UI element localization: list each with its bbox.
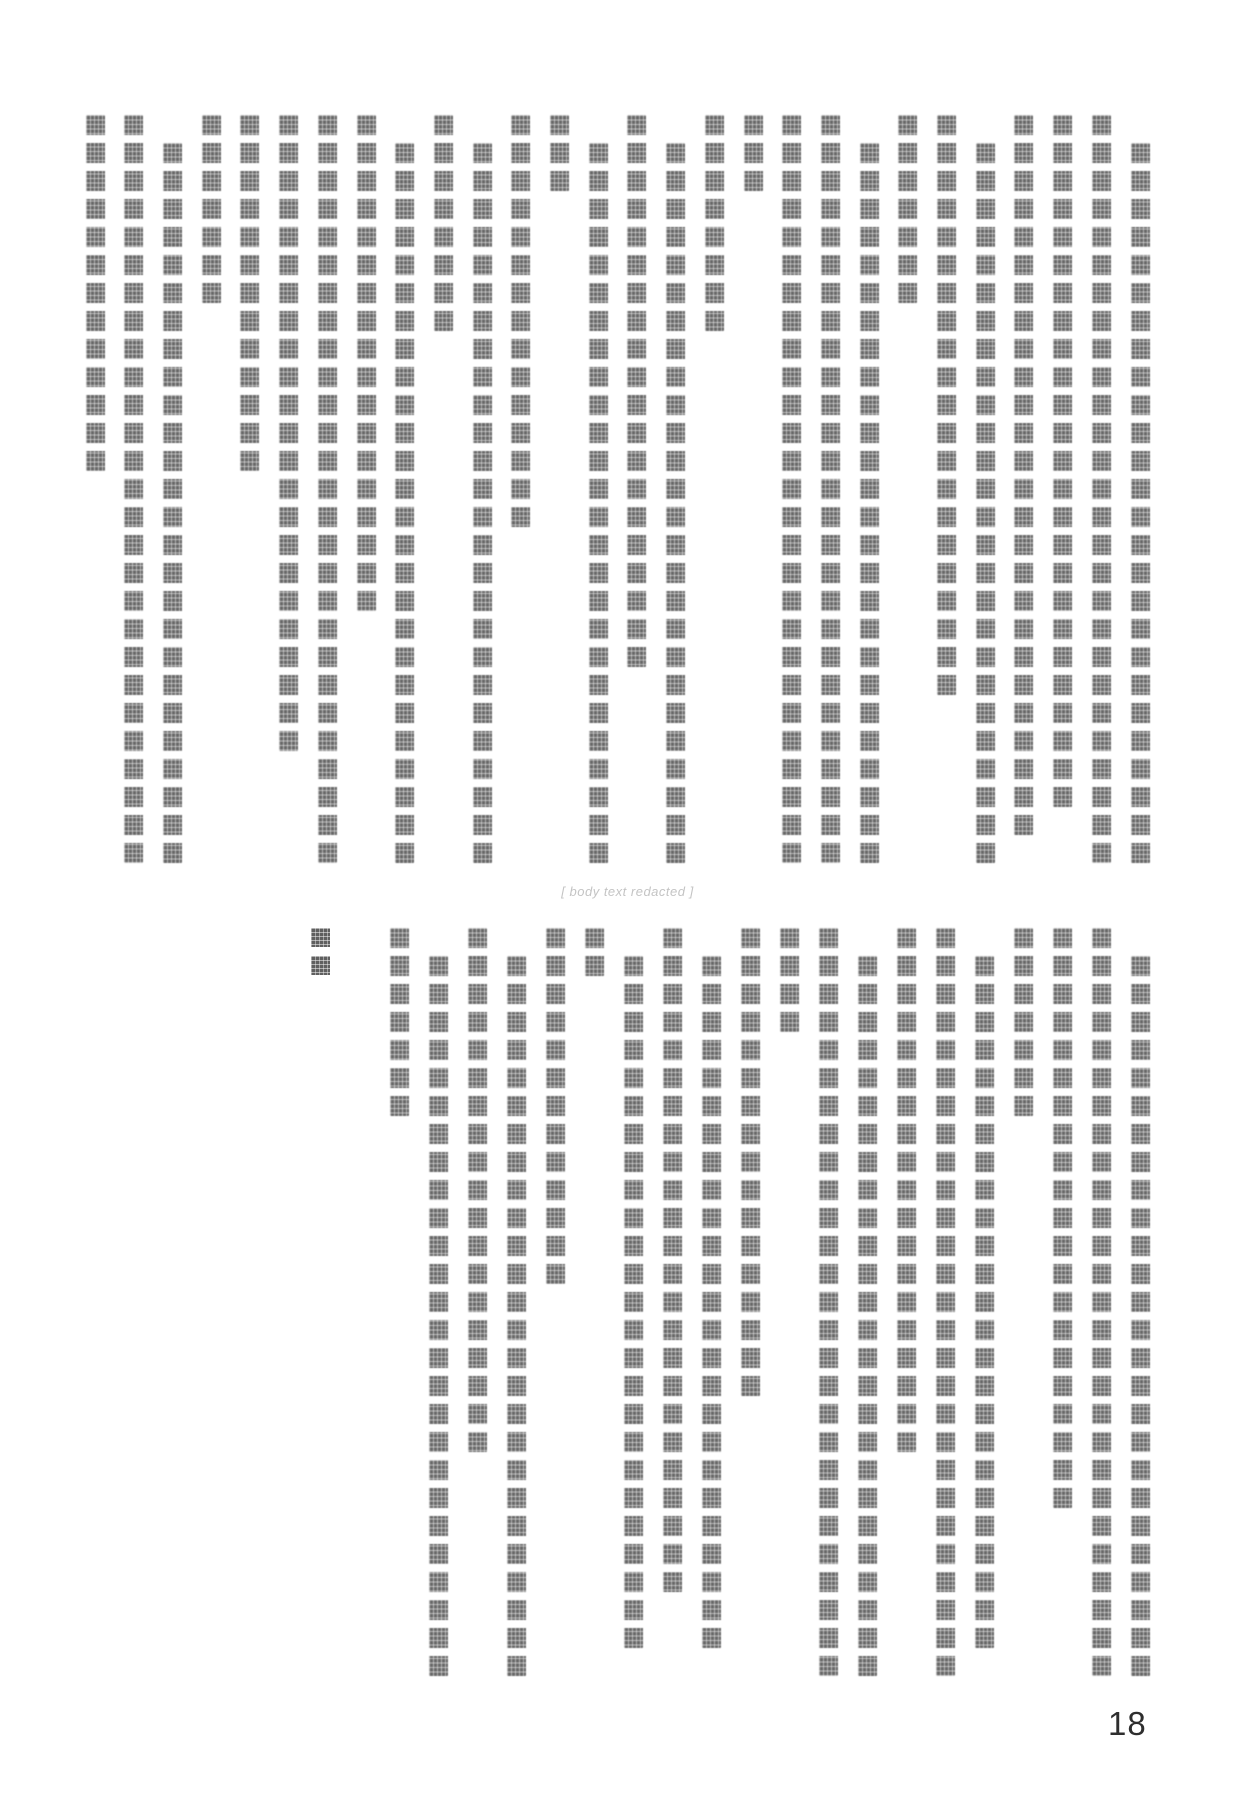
redacted-text-column (1053, 928, 1072, 1508)
redacted-text-column (937, 115, 956, 695)
redacted-text-column (1131, 956, 1150, 1676)
section-end-label (311, 928, 330, 984)
redacted-text-column (507, 956, 526, 1676)
redacted-text-column (663, 928, 682, 1592)
redacted-text-column (860, 143, 879, 863)
redacted-text-column (858, 956, 877, 1676)
redacted-text-column (976, 143, 995, 863)
text-block-bottom (0, 928, 1255, 1684)
redacted-text-column (511, 115, 530, 527)
redacted-text-column (1092, 928, 1111, 1676)
redacted-text-column (821, 115, 840, 863)
redacted-text-column (1053, 115, 1072, 807)
redacted-text-column (897, 928, 916, 1452)
kanji-glyph-box (311, 956, 330, 975)
redacted-text-column (546, 928, 565, 1284)
redacted-text-column (744, 115, 763, 191)
redacted-text-column (975, 956, 994, 1648)
redacted-text-column (550, 115, 569, 191)
text-block-top (0, 115, 1255, 871)
redacted-text-column (819, 928, 838, 1676)
redacted-text-column (585, 928, 604, 976)
page-number: 18 (1108, 1705, 1147, 1742)
redacted-text-column (624, 956, 643, 1648)
redacted-text-column (936, 928, 955, 1676)
redacted-text-column (202, 115, 221, 303)
redacted-text-column (589, 143, 608, 863)
redacted-text-column (357, 115, 376, 611)
redacted-text-column (318, 115, 337, 863)
redacted-text-column (705, 115, 724, 331)
redacted-text-column (627, 115, 646, 667)
redacted-text-column (390, 928, 409, 1116)
redacted-text-column (468, 928, 487, 1452)
redacted-text-column (780, 928, 799, 1032)
redacted-text-column (782, 115, 801, 863)
redacted-text-column (1131, 143, 1150, 863)
redacted-text-column (1014, 928, 1033, 1116)
redacted-text-column (741, 928, 760, 1396)
redacted-text-column (395, 143, 414, 863)
redacted-text-column (163, 143, 182, 863)
redacted-text-column (434, 115, 453, 331)
redacted-text-column (279, 115, 298, 751)
redaction-notice: [ body text redacted ] (561, 884, 694, 899)
kanji-glyph-box (311, 928, 330, 947)
redacted-text-column (898, 115, 917, 303)
redacted-text-column (124, 115, 143, 863)
redacted-text-column (1092, 115, 1111, 863)
redacted-text-column (666, 143, 685, 863)
redacted-text-column (473, 143, 492, 863)
redacted-text-column (702, 956, 721, 1648)
redacted-text-column (86, 115, 105, 471)
redacted-text-column (429, 956, 448, 1676)
redacted-text-column (240, 115, 259, 471)
redacted-text-column (1014, 115, 1033, 835)
